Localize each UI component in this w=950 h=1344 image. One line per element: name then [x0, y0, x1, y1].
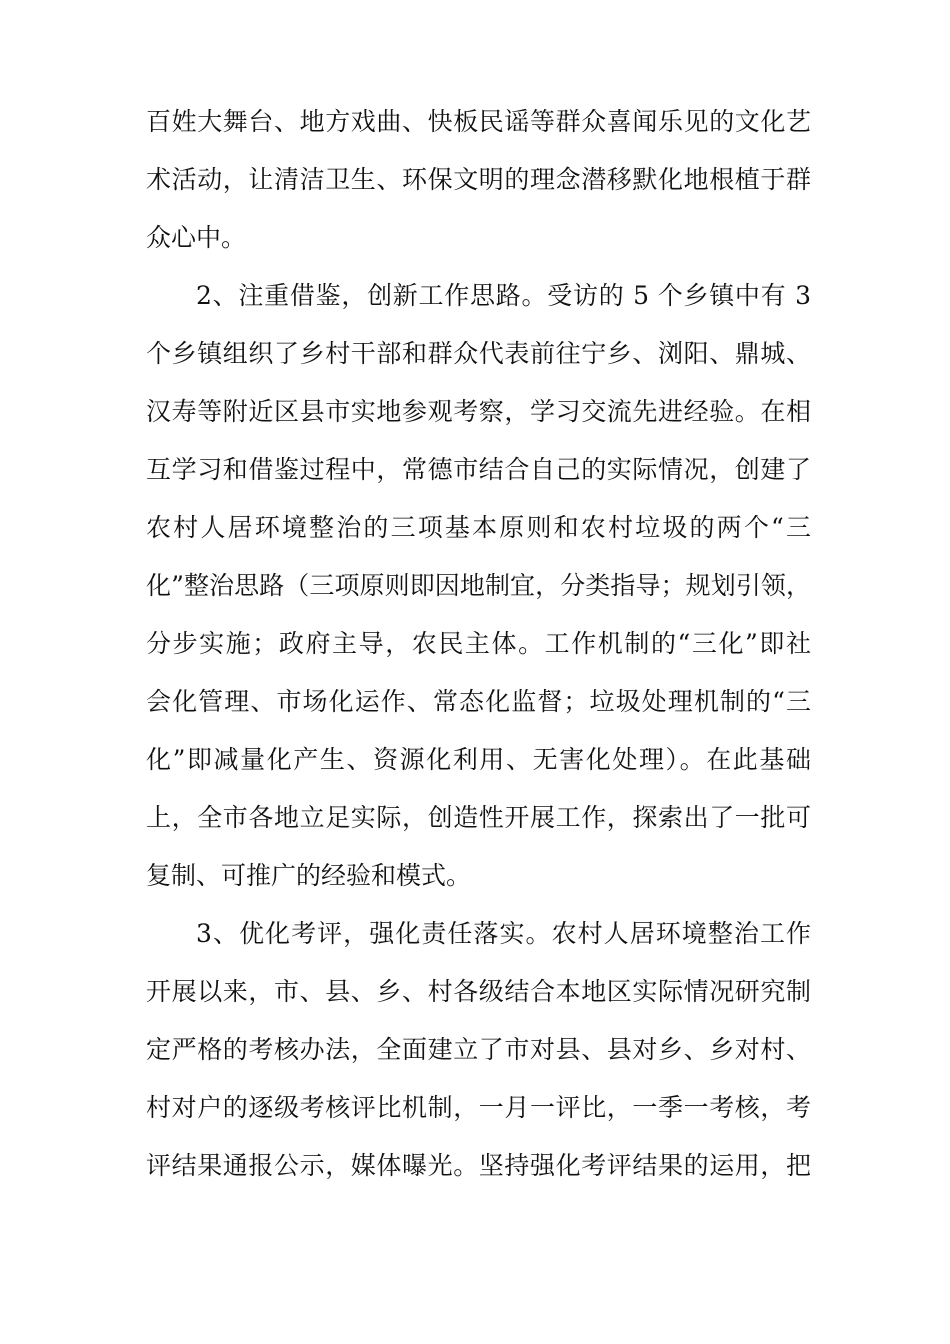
text-line: 开展以来，市、县、乡、村各级结合本地区实际情况研究制: [146, 977, 811, 1006]
text-line: 汉寿等附近区县市实地参观考察，学习交流先进经验。在相: [146, 397, 811, 426]
text-line: 3、优化考评，强化责任落实。农村人居环境整治工作: [196, 919, 811, 948]
text-line: 百姓大舞台、地方戏曲、快板民谣等群众喜闻乐见的文化艺: [146, 107, 811, 136]
paragraph: [146, 267, 811, 905]
text-line: 个乡镇组织了乡村干部和群众代表前往宁乡、浏阳、鼎城、: [146, 339, 811, 368]
text-line: 互学习和借鉴过程中，常德市结合自己的实际情况，创建了: [146, 455, 811, 484]
text-line: 化”整治思路（三项原则即因地制宜，分类指导；规划引领，: [146, 571, 811, 600]
text-line: 术活动，让清洁卫生、环保文明的理念潜移默化地根植于群: [146, 165, 811, 194]
text-line: 分步实施；政府主导，农民主体。工作机制的“三化”即社: [146, 629, 811, 658]
text-line: 化”即减量化产生、资源化利用、无害化处理）。在此基础: [146, 745, 811, 774]
text-line: 评结果通报公示，媒体曝光。坚持强化考评结果的运用，把: [146, 1151, 811, 1180]
text-line: 农村人居环境整治的三项基本原则和农村垃圾的两个“三: [146, 513, 811, 542]
text-line: 会化管理、市场化运作、常态化监督；垃圾处理机制的“三: [146, 687, 811, 716]
text-line: 众心中。: [146, 223, 247, 252]
text-line: 2、注重借鉴，创新工作思路。受访的 5 个乡镇中有 3: [196, 281, 811, 310]
paragraph: [146, 905, 811, 1195]
text-line: 上，全市各地立足实际，创造性开展工作，探索出了一批可: [146, 803, 811, 832]
document-body: [146, 93, 811, 1195]
text-line: 定严格的考核办法，全面建立了市对县、县对乡、乡对村、: [146, 1035, 811, 1064]
paragraph: [146, 93, 811, 267]
text-line: 村对户的逐级考核评比机制，一月一评比，一季一考核，考: [146, 1093, 811, 1122]
text-line: 复制、可推广的经验和模式。: [146, 861, 472, 890]
